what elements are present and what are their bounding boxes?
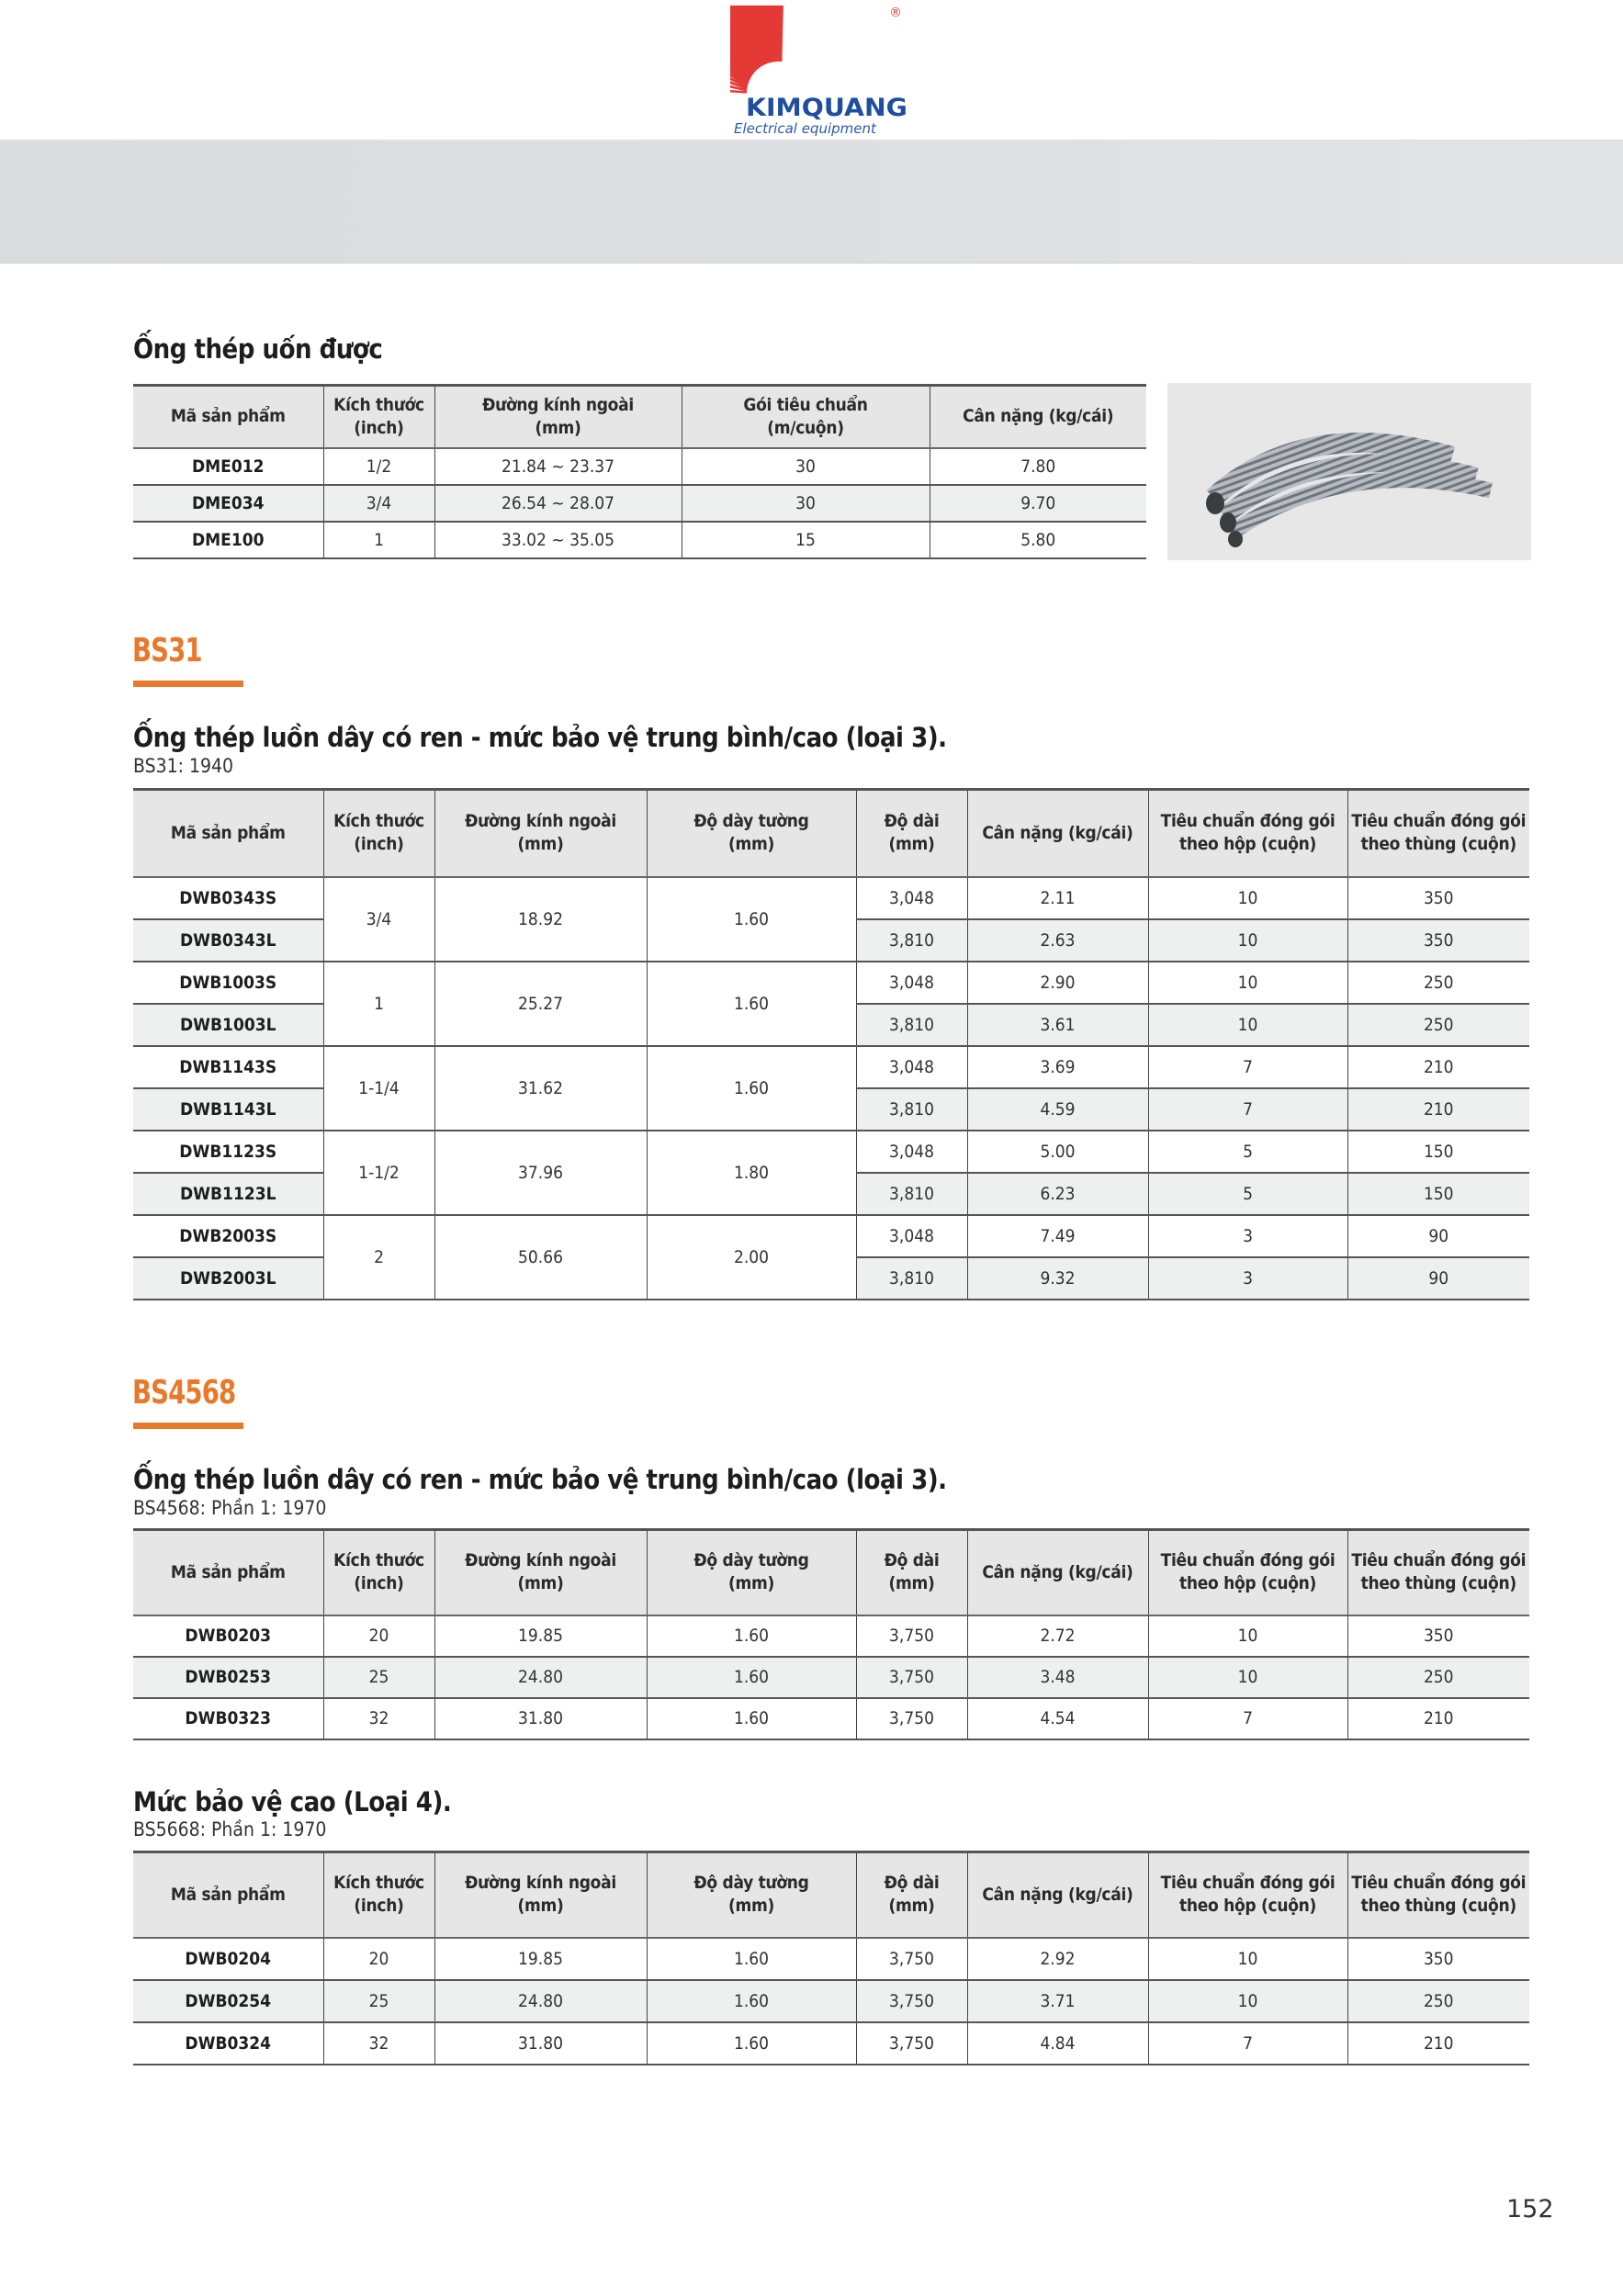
table-cell: 210	[1347, 1046, 1529, 1088]
table-cell: 250	[1347, 1657, 1529, 1698]
table-row	[133, 1657, 1529, 1698]
table-row	[133, 448, 1146, 485]
merged-cell: 2.00	[647, 1215, 856, 1300]
table-cell: 25	[323, 1980, 434, 2022]
table-cell: 2.72	[967, 1615, 1148, 1657]
product-code-cell: DWB1003S	[133, 962, 323, 1004]
table-cell: 1.60	[647, 1657, 856, 1698]
merged-cell: 18.92	[434, 877, 647, 962]
table-cell: 3,048	[856, 962, 967, 1004]
table-row	[133, 1980, 1529, 2022]
table-header-row	[133, 1852, 1529, 1938]
table-cell: 3	[1148, 1215, 1347, 1257]
column-header: Mã sản phẩm	[133, 1530, 323, 1615]
table-row	[133, 1046, 1529, 1088]
table-row	[133, 1215, 1529, 1257]
table-cell: 3.48	[967, 1657, 1148, 1698]
table-row	[133, 1698, 1529, 1739]
table-cell: 10	[1148, 1938, 1347, 1980]
product-code-cell: DME012	[133, 448, 323, 485]
table-cell: 1.60	[647, 1980, 856, 2022]
column-header: Độ dài (mm)	[856, 790, 967, 877]
product-code-cell: DWB1143S	[133, 1046, 323, 1088]
table-cell: 15	[682, 522, 930, 558]
product-code-cell: DWB0253	[133, 1657, 323, 1698]
table-cell: 150	[1347, 1173, 1529, 1215]
product-code-cell: DWB1143L	[133, 1088, 323, 1131]
type4-table	[133, 1851, 1529, 2065]
table-cell: 3,048	[856, 1131, 967, 1173]
column-header: Cân nặng (kg/cái)	[967, 790, 1148, 877]
table-cell: 2.11	[967, 877, 1148, 919]
section-title-flexible: Ống thép uốn được	[133, 333, 383, 365]
table-cell: 7	[1148, 2022, 1347, 2065]
table-cell: 5.80	[930, 522, 1146, 558]
registered-mark: ®	[889, 6, 902, 20]
table-cell: 90	[1347, 1215, 1529, 1257]
merged-cell: 37.96	[434, 1131, 647, 1215]
table-cell: 210	[1347, 1088, 1529, 1131]
table-row	[133, 2022, 1529, 2065]
table-cell: 350	[1347, 1615, 1529, 1657]
merged-cell: 50.66	[434, 1215, 647, 1300]
table-row	[133, 877, 1529, 919]
merged-cell: 2	[323, 1215, 434, 1300]
table-cell: 1.60	[647, 1615, 856, 1657]
table-cell: 7	[1148, 1698, 1347, 1739]
table-cell: 3.71	[967, 1980, 1148, 2022]
column-header: Mã sản phẩm	[133, 1852, 323, 1938]
column-header: Gói tiêu chuẩn (m/cuộn)	[682, 386, 930, 448]
logo-ray	[730, 91, 747, 92]
column-header: Tiêu chuẩn đóng gói theo hộp (cuộn)	[1148, 790, 1347, 877]
section-title-bs4568: Ống thép luồn dây có ren - mức bảo vệ trung bình/cao (loại 3).	[133, 1464, 947, 1495]
merged-cell: 1-1/4	[323, 1046, 434, 1131]
merged-cell: 1.80	[647, 1131, 856, 1215]
table-cell: 7	[1148, 1046, 1347, 1088]
section-code-bs4568: BS4568	[132, 1374, 236, 1412]
table-cell: 90	[1347, 1257, 1529, 1300]
product-code-cell: DWB2003L	[133, 1257, 323, 1300]
table-row	[133, 962, 1529, 1004]
table-row	[133, 1938, 1529, 1980]
table-cell: 30	[682, 448, 930, 485]
table-cell: 250	[1347, 1004, 1529, 1046]
column-header: Tiêu chuẩn đóng gói theo thùng (cuộn)	[1347, 1530, 1529, 1615]
table-cell: 10	[1148, 877, 1347, 919]
bs4568-table	[133, 1528, 1529, 1740]
table-cell: 3,048	[856, 877, 967, 919]
product-code-cell: DWB1003L	[133, 1004, 323, 1046]
standard-label-type4: BS5668: Phần 1: 1970	[133, 1818, 327, 1840]
table-cell: 250	[1347, 962, 1529, 1004]
column-header: Tiêu chuẩn đóng gói theo hộp (cuộn)	[1148, 1852, 1347, 1938]
table-cell: 32	[323, 1698, 434, 1739]
product-code-cell: DWB0203	[133, 1615, 323, 1657]
table-cell: 20	[323, 1938, 434, 1980]
table-cell: 4.54	[967, 1698, 1148, 1739]
column-header: Đường kính ngoài (mm)	[434, 790, 647, 877]
column-header: Độ dài (mm)	[856, 1530, 967, 1615]
table-cell: 3,810	[856, 1088, 967, 1131]
table-cell: 3,750	[856, 1698, 967, 1739]
table-cell: 21.84 ~ 23.37	[434, 448, 682, 485]
table-cell: 250	[1347, 1980, 1529, 2022]
page-number: 152	[1506, 2195, 1554, 2223]
table-cell: 4.84	[967, 2022, 1148, 2065]
table-row	[133, 1615, 1529, 1657]
table-cell: 10	[1148, 1004, 1347, 1046]
table-row	[133, 1131, 1529, 1173]
table-cell: 2.90	[967, 962, 1148, 1004]
table-cell: 210	[1347, 2022, 1529, 2065]
table-cell: 1.60	[647, 2022, 856, 2065]
table-cell: 3,750	[856, 1615, 967, 1657]
table-cell: 19.85	[434, 1615, 647, 1657]
table-cell: 32	[323, 2022, 434, 2065]
column-header: Độ dày tường (mm)	[647, 1530, 856, 1615]
header-band	[0, 140, 1623, 264]
table-cell: 6.23	[967, 1173, 1148, 1215]
table-cell: 3,810	[856, 919, 967, 962]
product-code-cell: DME034	[133, 485, 323, 522]
flexible-conduit-table	[133, 384, 1146, 559]
table-cell: 19.85	[434, 1938, 647, 1980]
table-cell: 3	[1148, 1257, 1347, 1300]
column-header: Tiêu chuẩn đóng gói theo thùng (cuộn)	[1347, 1852, 1529, 1938]
product-code-cell: DWB0343L	[133, 919, 323, 962]
table-cell: 26.54 ~ 28.07	[434, 485, 682, 522]
table-cell: 4.59	[967, 1088, 1148, 1131]
table-header-row	[133, 1530, 1529, 1615]
table-cell: 3,048	[856, 1215, 967, 1257]
column-header: Độ dài (mm)	[856, 1852, 967, 1938]
table-cell: 3,750	[856, 1938, 967, 1980]
column-header: Cân nặng (kg/cái)	[967, 1530, 1148, 1615]
table-cell: 9.70	[930, 485, 1146, 522]
standard-label-bs31: BS31: 1940	[133, 755, 234, 777]
product-code-cell: DWB0254	[133, 1980, 323, 2022]
brand-tagline: Electrical equipment	[734, 120, 876, 137]
column-header: Kích thước (inch)	[323, 790, 434, 877]
table-cell: 1/2	[323, 448, 434, 485]
table-cell: 3,750	[856, 1657, 967, 1698]
product-code-cell: DWB0204	[133, 1938, 323, 1980]
merged-cell: 1.60	[647, 877, 856, 962]
table-header-row	[133, 790, 1529, 877]
table-cell: 10	[1148, 1980, 1347, 2022]
section-code-bs31: BS31	[132, 632, 202, 670]
product-photo	[1167, 383, 1531, 560]
section-underline	[133, 1423, 243, 1429]
table-cell: 9.32	[967, 1257, 1148, 1300]
table-cell: 10	[1148, 919, 1347, 962]
table-cell: 3,810	[856, 1004, 967, 1046]
product-code-cell: DWB2003S	[133, 1215, 323, 1257]
table-cell: 10	[1148, 1657, 1347, 1698]
column-header: Kích thước (inch)	[323, 1530, 434, 1615]
table-cell: 210	[1347, 1698, 1529, 1739]
table-cell: 3,750	[856, 2022, 967, 2065]
table-cell: 25	[323, 1657, 434, 1698]
table-cell: 10	[1148, 1615, 1347, 1657]
table-cell: 1.60	[647, 1938, 856, 1980]
merged-cell: 25.27	[434, 962, 647, 1046]
brand-logo	[730, 6, 923, 137]
table-cell: 7	[1148, 1088, 1347, 1131]
logo-ray	[779, 6, 781, 62]
section-underline	[133, 681, 243, 687]
table-cell: 20	[323, 1615, 434, 1657]
brand-name: KIMQUANG	[746, 94, 907, 122]
product-code-cell: DWB1123L	[133, 1173, 323, 1215]
table-cell: 3,048	[856, 1046, 967, 1088]
column-header: Tiêu chuẩn đóng gói theo hộp (cuộn)	[1148, 1530, 1347, 1615]
table-cell: 31.80	[434, 2022, 647, 2065]
table-cell: 1	[323, 522, 434, 558]
column-header: Độ dày tường (mm)	[647, 790, 856, 877]
table-cell: 3,810	[856, 1257, 967, 1300]
product-code-cell: DWB0323	[133, 1698, 323, 1739]
table-cell: 3,750	[856, 1980, 967, 2022]
table-cell: 1.60	[647, 1698, 856, 1739]
column-header: Đường kính ngoài (mm)	[434, 1530, 647, 1615]
table-cell: 350	[1347, 877, 1529, 919]
table-cell: 350	[1347, 919, 1529, 962]
bs31-table	[133, 788, 1529, 1300]
table-row	[133, 485, 1146, 522]
table-cell: 24.80	[434, 1980, 647, 2022]
merged-cell: 1.60	[647, 962, 856, 1046]
table-cell: 3.61	[967, 1004, 1148, 1046]
steel-conduit-image-icon	[1167, 383, 1531, 560]
standard-label-bs4568: BS4568: Phần 1: 1970	[133, 1497, 327, 1519]
column-header: Mã sản phẩm	[133, 790, 323, 877]
column-header: Đường kính ngoài (mm)	[434, 386, 682, 448]
column-header: Cân nặng (kg/cái)	[930, 386, 1146, 448]
table-cell: 33.02 ~ 35.05	[434, 522, 682, 558]
column-header: Đường kính ngoài (mm)	[434, 1852, 647, 1938]
table-cell: 2.63	[967, 919, 1148, 962]
column-header: Mã sản phẩm	[133, 386, 323, 448]
section-title-type4: Mức bảo vệ cao (Loại 4).	[133, 1786, 452, 1818]
table-cell: 3.69	[967, 1046, 1148, 1088]
table-cell: 7.80	[930, 448, 1146, 485]
table-header-row	[133, 386, 1146, 448]
merged-cell: 31.62	[434, 1046, 647, 1131]
table-cell: 350	[1347, 1938, 1529, 1980]
column-header: Kích thước (inch)	[323, 386, 434, 448]
column-header: Tiêu chuẩn đóng gói theo thùng (cuộn)	[1347, 790, 1529, 877]
product-code-cell: DWB1123S	[133, 1131, 323, 1173]
section-title-bs31: Ống thép luồn dây có ren - mức bảo vệ trung bình/cao (loại 3).	[133, 722, 947, 753]
product-code-cell: DME100	[133, 522, 323, 558]
table-row	[133, 522, 1146, 558]
merged-cell: 1-1/2	[323, 1131, 434, 1215]
table-cell: 24.80	[434, 1657, 647, 1698]
table-cell: 3,810	[856, 1173, 967, 1215]
table-cell: 150	[1347, 1131, 1529, 1173]
table-cell: 31.80	[434, 1698, 647, 1739]
column-header: Cân nặng (kg/cái)	[967, 1852, 1148, 1938]
column-header: Độ dày tường (mm)	[647, 1852, 856, 1938]
table-cell: 5.00	[967, 1131, 1148, 1173]
product-code-cell: DWB0343S	[133, 877, 323, 919]
table-cell: 5	[1148, 1173, 1347, 1215]
table-cell: 5	[1148, 1131, 1347, 1173]
table-cell: 7.49	[967, 1215, 1148, 1257]
merged-cell: 1.60	[647, 1046, 856, 1131]
table-cell: 30	[682, 485, 930, 522]
column-header: Kích thước (inch)	[323, 1852, 434, 1938]
product-code-cell: DWB0324	[133, 2022, 323, 2065]
table-cell: 10	[1148, 962, 1347, 1004]
merged-cell: 1	[323, 962, 434, 1046]
table-cell: 2.92	[967, 1938, 1148, 1980]
table-cell: 3/4	[323, 485, 434, 522]
merged-cell: 3/4	[323, 877, 434, 962]
